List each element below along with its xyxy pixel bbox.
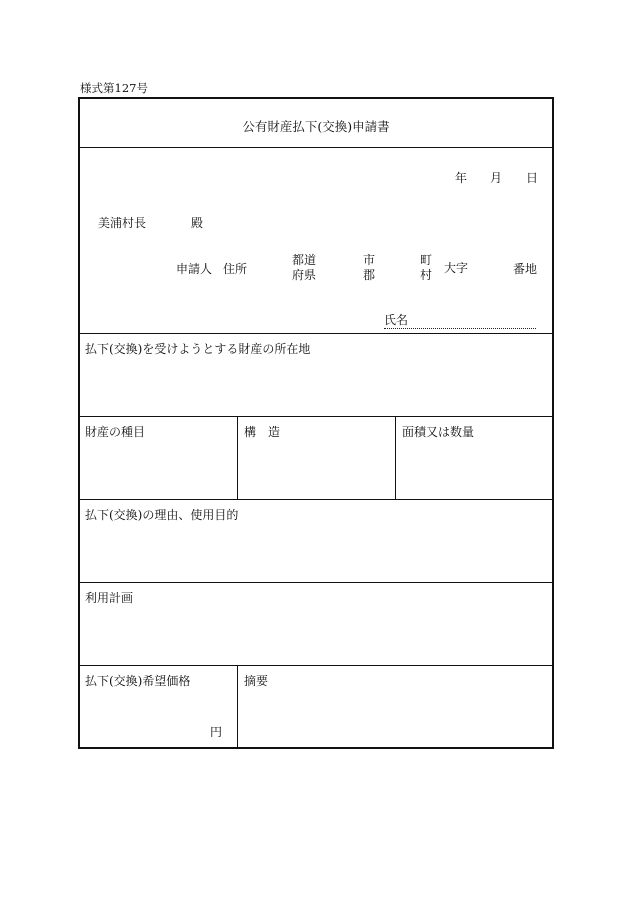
name-signature-line <box>384 328 536 329</box>
yen-unit: 円 <box>210 725 223 739</box>
date-day: 日 <box>526 171 539 185</box>
column-divider <box>395 416 396 499</box>
city-bottom-text: 郡 <box>363 268 376 282</box>
divider <box>80 665 552 666</box>
banchi-label: 番地 <box>513 262 538 276</box>
applicant-label: 申請人 <box>176 262 213 276</box>
divider <box>80 582 552 583</box>
prefecture-bottom-text: 府県 <box>292 268 317 282</box>
location-label: 払下(交換)を受けようとする財産の所在地 <box>85 342 311 356</box>
address-label: 住所 <box>223 262 248 276</box>
form-number: 様式第127号 <box>80 81 148 95</box>
city-top-text: 市 <box>363 253 376 267</box>
town-top-text: 町 <box>420 253 433 267</box>
reason-label: 払下(交換)の理由、使用目的 <box>85 508 239 522</box>
column-divider <box>237 416 238 499</box>
structure-label: 構 造 <box>244 425 281 439</box>
city-field <box>363 253 375 283</box>
divider <box>80 147 552 148</box>
prefecture-top-text: 都道 <box>292 253 317 267</box>
divider <box>80 333 552 334</box>
date-month: 月 <box>490 171 503 185</box>
divider <box>80 416 552 417</box>
town-bottom-text: 村 <box>420 268 433 282</box>
aza-label: 大字 <box>444 261 469 275</box>
prefecture-field <box>292 253 316 283</box>
column-divider <box>237 665 238 747</box>
town-field <box>420 253 432 283</box>
desired-price-label: 払下(交換)希望価格 <box>85 674 191 688</box>
property-type-label: 財産の種目 <box>85 425 146 439</box>
application-form <box>78 97 554 749</box>
usage-plan-label: 利用計画 <box>85 591 134 605</box>
form-title: 公有財産払下(交換)申請書 <box>242 119 390 134</box>
area-label: 面積又は数量 <box>402 425 475 439</box>
addressee-honorific: 殿 <box>191 216 204 230</box>
addressee-name: 美浦村長 <box>98 216 147 230</box>
date-year: 年 <box>455 171 468 185</box>
name-label: 氏名 <box>384 313 409 327</box>
divider <box>80 499 552 500</box>
summary-label: 摘要 <box>244 674 269 688</box>
